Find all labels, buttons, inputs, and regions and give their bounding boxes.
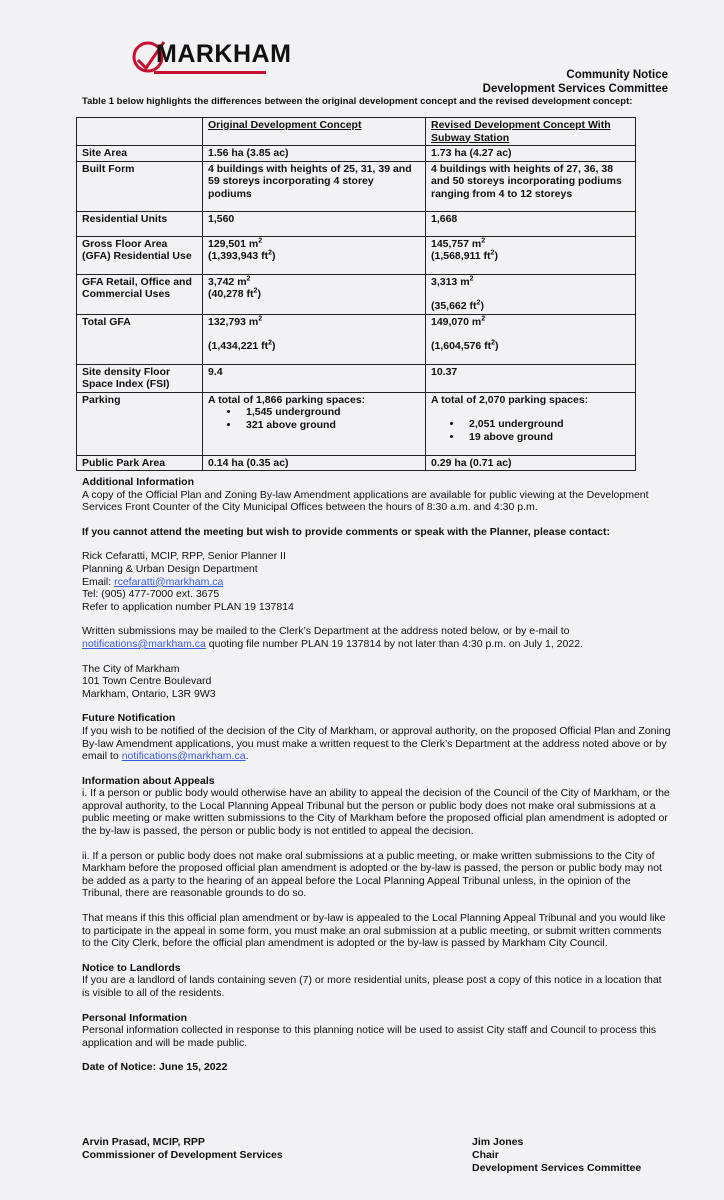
row-label: Site Area	[77, 146, 203, 162]
row-label: Built Form	[77, 161, 203, 211]
signature-left: Arvin Prasad, MCIP, RPP Commissioner of Development Services	[82, 1136, 283, 1161]
logo-wordmark: MARKHAM	[156, 40, 292, 68]
table-row	[77, 274, 636, 314]
table-row	[77, 236, 636, 274]
table-header-row	[77, 118, 636, 146]
row-label: Gross Floor Area (GFA) Residential Use	[77, 236, 203, 274]
paragraph: Written submissions may be mailed to the Clerk’s Department at the address noted below, or by e-mail to notifications@markham.ca quoting file number PLAN 19 137814 by not later than 4:30 p.m. on July 1, 2022.	[82, 625, 583, 650]
paragraph: Personal information collected in response to this planning notice will be used to assist City staff and Council to process this application and will be made public.	[82, 1024, 657, 1049]
header-original: Original Development Concept	[208, 119, 362, 131]
section-heading: Personal Information	[82, 1011, 188, 1024]
cell-original: 9.4	[203, 364, 426, 392]
table-row	[77, 314, 636, 364]
cell-revised: 0.29 ha (0.71 ac)	[426, 455, 636, 471]
email-link[interactable]: rcefaratti@markham.ca	[114, 575, 224, 588]
cell-revised: 3,313 $m^2$ (35,662 $ft^2$)	[426, 274, 636, 314]
row-label: Public Park Area	[77, 455, 203, 471]
cell-original: 132,793 $m^2$ (1,434,221 $ft^2$)	[203, 314, 426, 364]
table-row	[77, 211, 636, 236]
email-link[interactable]: notifications@markham.ca	[82, 637, 206, 650]
row-label: Parking	[77, 392, 203, 455]
notice-date: Date of Notice: June 15, 2022	[82, 1061, 228, 1074]
cell-revised: A total of 2,070 parking spaces: • 2,051 underground • 19 above ground	[426, 392, 636, 455]
cell-original: 3,742 $m^2$ (40,278 $ft^2$)	[203, 274, 426, 314]
row-label: GFA Retail, Office and Commercial Uses	[77, 274, 203, 314]
cell-revised: 1,668	[426, 211, 636, 236]
cell-revised: 149,070 $m^2$ (1,604,576 $ft^2$)	[426, 314, 636, 364]
header-revised: Revised Development Concept With Subway Station	[431, 119, 611, 144]
row-label: Total GFA	[77, 314, 203, 364]
cell-revised: 145,757 $m^2$ (1,568,911 $ft^2$)	[426, 236, 636, 274]
section-heading: Future Notification	[82, 712, 176, 725]
section-heading: If you cannot attend the meeting but wish to provide comments or speak with the Planner, please contact:	[82, 525, 611, 538]
paragraph: If you are a landlord of lands containing seven (7) or more residential units, please post a copy of this notice in a location that is visible to all of the residents.	[82, 974, 662, 999]
table-row	[77, 455, 636, 471]
section-heading: Additional Information	[82, 476, 194, 488]
paragraph: If you wish to be notified of the decision of the City of Markham, or approval authority, on the proposed Official Plan and Zoning By-law Amendment applications, you must make a written request to the Clerk’s Department at the address noted above or by email to notifications@markham.ca.	[82, 724, 671, 763]
table-row	[77, 364, 636, 392]
cell-original: 129,501 $m^2$ (1,393,943 $ft^2$)	[203, 236, 426, 274]
paragraph: ii. If a person or public body does not make oral submissions at a public meeting, or make written submissions to the City of Markham before the proposed official plan amendment is adopted or the by-law is passed, the person or public body may not be added as a party to the hearing of an appeal before the Local Planning Appeal Tribunal unless, in the opinion of the Tribunal, there are reasonable grounds to do so.	[82, 849, 662, 900]
email-link[interactable]: notifications@markham.ca	[121, 750, 246, 763]
table-row	[77, 392, 636, 455]
list-item: • 19 above ground	[463, 431, 630, 444]
notice-header	[483, 68, 668, 96]
cell-original: 0.14 ha (0.35 ac)	[203, 455, 426, 471]
parking-list	[431, 418, 630, 443]
section-heading: Notice to Landlords	[82, 961, 181, 974]
table-row	[77, 161, 636, 211]
parking-list	[208, 406, 420, 431]
cell-revised: 4 buildings with heights of 27, 36, 38 and 50 storeys incorporating podiums ranging from 4 to 12 storeys	[426, 161, 636, 211]
logo-underline	[154, 71, 266, 74]
contact-block: Rick Cefaratti, MCIP, RPP, Senior Planner II Planning & Urban Design Department Email: rcefaratti@markham.ca Tel: (905) 477-7000 ext. 3675 Refer to application number PLAN 19 137814	[82, 550, 294, 613]
list-item: • 321 above ground	[240, 419, 420, 432]
cell-original: 1.56 ha (3.85 ac)	[203, 146, 426, 162]
address-block: The City of Markham 101 Town Centre Boulevard Markham, Ontario, L3R 9W3	[82, 662, 216, 700]
markham-logo	[132, 38, 292, 78]
comparison-table	[76, 117, 636, 471]
table-intro: Table 1 below highlights the differences between the original development concept and the revised development concept:	[82, 96, 633, 107]
cell-revised: 1.73 ha (4.27 ac)	[426, 146, 636, 162]
notice-title: Community Notice	[566, 69, 668, 81]
paragraph: A copy of the Official Plan and Zoning By-law Amendment applications are available for public viewing at the Development Services Front Counter of the City Municipal Offices between the hours of 8:30 a.m. and 4:30 p.m.	[82, 488, 649, 514]
section-heading: Information about Appeals	[82, 774, 215, 787]
row-label: Site density Floor Space Index (FSI)	[77, 364, 203, 392]
cell-original: 4 buildings with heights of 25, 31, 39 and 59 storeys incorporating 4 storey podiums	[203, 161, 426, 211]
paragraph: That means if this this official plan amendment or by-law is appealed to the Local Planning Appeal Tribunal and you would like to participate in the appeal in some form, you must make an oral submission at a public meeting, or submit written comments to the City Clerk, before the official plan amendment is adopted or the by-law is passed by Markham City Council.	[82, 912, 666, 950]
paragraph: i. If a person or public body would otherwise have an ability to appeal the decision of the Council of the City of Markham, or the approval authority, to the Local Planning Appeal Tribunal but the person or public body does not make oral submissions at a public meeting or make written submissions to the City of Markham before the proposed official plan amendment is adopted or the by-law is passed, the person or public body is not entitled to appeal the decision.	[82, 787, 670, 838]
committee-title: Development Services Committee	[482, 83, 668, 95]
cell-original: A total of 1,866 parking spaces: • 1,545 underground • 321 above ground	[203, 392, 426, 455]
signature-right: Jim Jones Chair Development Services Committee	[472, 1136, 642, 1174]
table-row	[77, 146, 636, 162]
cell-original: 1,560	[203, 211, 426, 236]
list-item: • 2,051 underground	[463, 418, 630, 431]
row-label: Residential Units	[77, 211, 203, 236]
notice-body	[82, 476, 672, 1086]
list-item: • 1,545 underground	[240, 406, 420, 419]
cell-revised: 10.37	[426, 364, 636, 392]
